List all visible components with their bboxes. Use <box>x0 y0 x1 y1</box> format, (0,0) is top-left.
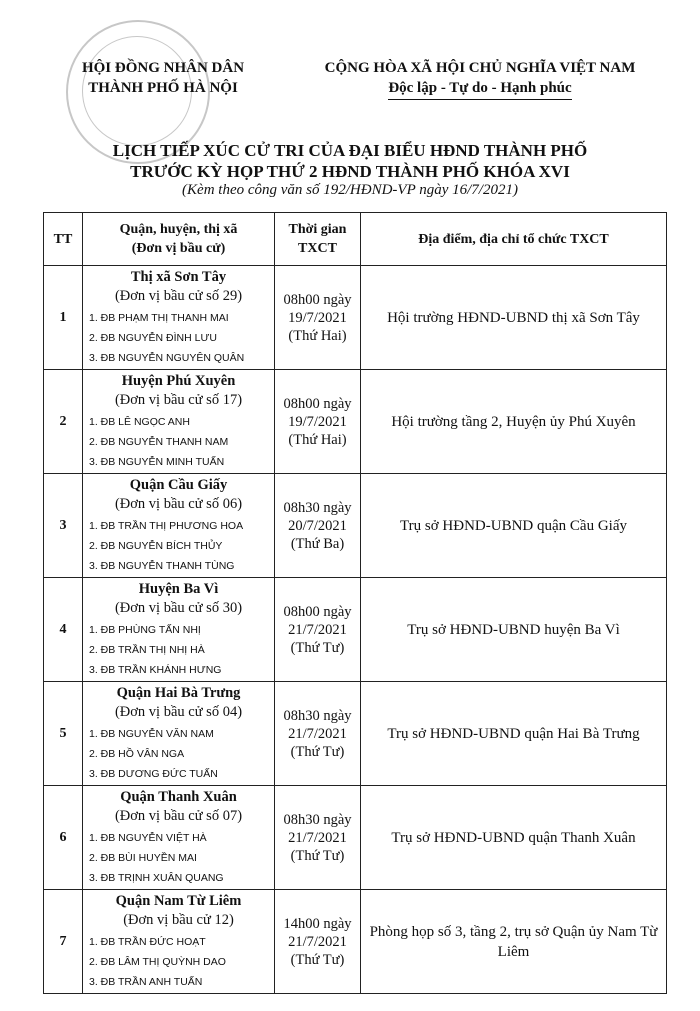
delegate-name: 3. ĐB DƯƠNG ĐỨC TUẤN <box>89 767 218 780</box>
header-tt: TT <box>44 213 83 266</box>
unit-cell <box>83 682 275 786</box>
delegate-name: 2. ĐB BÙI HUYỀN MAI <box>89 851 197 864</box>
delegate-list <box>83 828 274 888</box>
delegate-name: 2. ĐB NGUYỄN THANH NAM <box>89 435 229 448</box>
issuing-organization <box>58 58 268 98</box>
meeting-date: 21/7/2021 <box>288 725 347 742</box>
unit-cell <box>83 786 275 890</box>
location-cell: Trụ sở HĐND-UBND huyện Ba Vì <box>361 578 667 682</box>
meeting-time: 08h30 ngày <box>283 499 352 516</box>
delegate-name: 1. ĐB PHẠM THỊ THANH MAI <box>89 311 229 324</box>
header-time-line-1: Thời gian <box>288 222 347 237</box>
table-row <box>44 890 667 994</box>
delegate-list <box>83 308 274 368</box>
org-line-1: HỘI ĐỒNG NHÂN DÂN <box>81 60 245 76</box>
delegate-list <box>83 620 274 680</box>
delegate-list <box>83 724 274 784</box>
title-line-1: LỊCH TIẾP XÚC CỬ TRI CỦA ĐẠI BIỂU HĐND THÀNH PHỐ <box>112 141 588 160</box>
district-name: Quận Hai Bà Trưng <box>116 684 241 701</box>
row-number: 4 <box>44 578 83 682</box>
row-number: 3 <box>44 474 83 578</box>
table-row <box>44 682 667 786</box>
delegate-name: 2. ĐB LÂM THỊ QUỲNH DAO <box>89 955 226 968</box>
district-name: Quận Cầu Giấy <box>129 476 228 493</box>
location-cell: Phòng họp số 3, tầng 2, trụ sở Quận ủy Nam Từ Liêm <box>361 890 667 994</box>
location-cell: Hội trường HĐND-UBND thị xã Sơn Tây <box>361 266 667 370</box>
national-heading <box>290 58 670 100</box>
time-cell <box>275 786 361 890</box>
header-unit-line-2: (Đơn vị bầu cử) <box>131 241 226 256</box>
meeting-weekday: (Thứ Hai) <box>288 327 347 344</box>
row-number: 7 <box>44 890 83 994</box>
delegate-name: 3. ĐB TRẦN KHÁNH HƯNG <box>89 663 222 676</box>
time-cell <box>275 370 361 474</box>
nation-name: CỘNG HÒA XÃ HỘI CHỦ NGHĨA VIỆT NAM <box>324 60 636 76</box>
delegate-name: 1. ĐB NGUYỄN VĂN NAM <box>89 727 214 740</box>
row-number: 1 <box>44 266 83 370</box>
time-cell <box>275 266 361 370</box>
document-subtitle: (Kèm theo công văn số 192/HĐND-VP ngày 16/7/2021) <box>182 182 518 198</box>
unit-cell <box>83 266 275 370</box>
meeting-time: 08h30 ngày <box>283 811 352 828</box>
meeting-date: 20/7/2021 <box>288 517 347 534</box>
meeting-weekday: (Thứ Tư) <box>290 847 345 864</box>
location-cell: Trụ sở HĐND-UBND quận Cầu Giấy <box>361 474 667 578</box>
electoral-unit: (Đơn vị bầu cử số 17) <box>114 391 243 408</box>
header-time-line-2: TXCT <box>298 241 337 256</box>
table-row <box>44 786 667 890</box>
meeting-date: 19/7/2021 <box>288 309 347 326</box>
district-name: Huyện Ba Vì <box>138 580 219 597</box>
time-cell <box>275 474 361 578</box>
document-header <box>0 58 700 108</box>
delegate-list <box>83 932 274 992</box>
unit-cell <box>83 578 275 682</box>
schedule-table <box>43 212 667 994</box>
location-cell: Hội trường tầng 2, Huyện ủy Phú Xuyên <box>361 370 667 474</box>
header-unit <box>83 213 275 266</box>
district-name: Thị xã Sơn Tây <box>130 268 227 285</box>
district-name: Quận Nam Từ Liêm <box>115 892 242 909</box>
delegate-name: 3. ĐB NGUYỄN THANH TÙNG <box>89 559 235 572</box>
delegate-name: 3. ĐB TRẦN ANH TUẤN <box>89 975 203 988</box>
meeting-time: 08h30 ngày <box>283 707 352 724</box>
location-cell: Trụ sở HĐND-UBND quận Thanh Xuân <box>361 786 667 890</box>
electoral-unit: (Đơn vị bầu cử số 06) <box>114 495 243 512</box>
meeting-weekday: (Thứ Tư) <box>290 743 345 760</box>
table-row <box>44 578 667 682</box>
delegate-name: 2. ĐB NGUYỄN BÍCH THỦY <box>89 539 223 552</box>
header-unit-line-1: Quận, huyện, thị xã <box>119 222 238 237</box>
time-cell <box>275 682 361 786</box>
meeting-date: 19/7/2021 <box>288 413 347 430</box>
location-cell: Trụ sở HĐND-UBND quận Hai Bà Trưng <box>361 682 667 786</box>
district-name: Huyện Phú Xuyên <box>121 372 236 389</box>
document-title <box>0 140 700 182</box>
header-location: Địa điểm, địa chỉ tổ chức TXCT <box>361 213 667 266</box>
delegate-name: 1. ĐB TRẦN ĐỨC HOẠT <box>89 935 206 948</box>
meeting-date: 21/7/2021 <box>288 621 347 638</box>
row-number: 5 <box>44 682 83 786</box>
title-line-2: TRƯỚC KỲ HỌP THỨ 2 HĐND THÀNH PHỐ KHÓA XVI <box>130 162 570 181</box>
org-line-2: THÀNH PHỐ HÀ NỘI <box>88 80 238 96</box>
delegate-name: 2. ĐB NGUYỄN ĐÌNH LƯU <box>89 331 217 344</box>
unit-cell <box>83 370 275 474</box>
table-row <box>44 474 667 578</box>
electoral-unit: (Đơn vị bầu cử 12) <box>123 911 234 928</box>
meeting-time: 08h00 ngày <box>283 291 352 308</box>
meeting-weekday: (Thứ Tư) <box>290 951 345 968</box>
meeting-weekday: (Thứ Ba) <box>290 535 345 552</box>
table-row <box>44 370 667 474</box>
delegate-name: 2. ĐB HỒ VÂN NGA <box>89 747 185 760</box>
meeting-time: 08h00 ngày <box>283 395 352 412</box>
national-motto: Độc lập - Tự do - Hạnh phúc <box>388 78 571 100</box>
table-header-row <box>44 213 667 266</box>
delegate-name: 1. ĐB NGUYỄN VIỆT HÀ <box>89 831 207 844</box>
delegate-name: 1. ĐB TRẦN THỊ PHƯƠNG HOA <box>89 519 244 532</box>
delegate-name: 2. ĐB TRẦN THỊ NHỊ HÀ <box>89 643 205 656</box>
meeting-weekday: (Thứ Tư) <box>290 639 345 656</box>
unit-cell <box>83 474 275 578</box>
delegate-list <box>83 516 274 576</box>
electoral-unit: (Đơn vị bầu cử số 30) <box>114 599 243 616</box>
header-time <box>275 213 361 266</box>
meeting-date: 21/7/2021 <box>288 933 347 950</box>
table-row <box>44 266 667 370</box>
unit-cell <box>83 890 275 994</box>
delegate-name: 1. ĐB LÊ NGỌC ANH <box>89 415 190 428</box>
meeting-time: 08h00 ngày <box>283 603 352 620</box>
time-cell <box>275 890 361 994</box>
row-number: 6 <box>44 786 83 890</box>
time-cell <box>275 578 361 682</box>
electoral-unit: (Đơn vị bầu cử số 07) <box>114 807 243 824</box>
delegate-name: 3. ĐB TRỊNH XUÂN QUANG <box>89 871 224 884</box>
delegate-name: 3. ĐB NGUYỄN MINH TUẤN <box>89 455 225 468</box>
delegate-name: 3. ĐB NGUYỄN NGUYÊN QUÂN <box>89 351 245 364</box>
delegate-list <box>83 412 274 472</box>
delegate-name: 1. ĐB PHÙNG TẤN NHỊ <box>89 623 201 636</box>
row-number: 2 <box>44 370 83 474</box>
meeting-time: 14h00 ngày <box>283 915 352 932</box>
electoral-unit: (Đơn vị bầu cử số 04) <box>114 703 243 720</box>
electoral-unit: (Đơn vị bầu cử số 29) <box>114 287 243 304</box>
meeting-date: 21/7/2021 <box>288 829 347 846</box>
district-name: Quận Thanh Xuân <box>120 788 237 805</box>
meeting-weekday: (Thứ Hai) <box>288 431 347 448</box>
